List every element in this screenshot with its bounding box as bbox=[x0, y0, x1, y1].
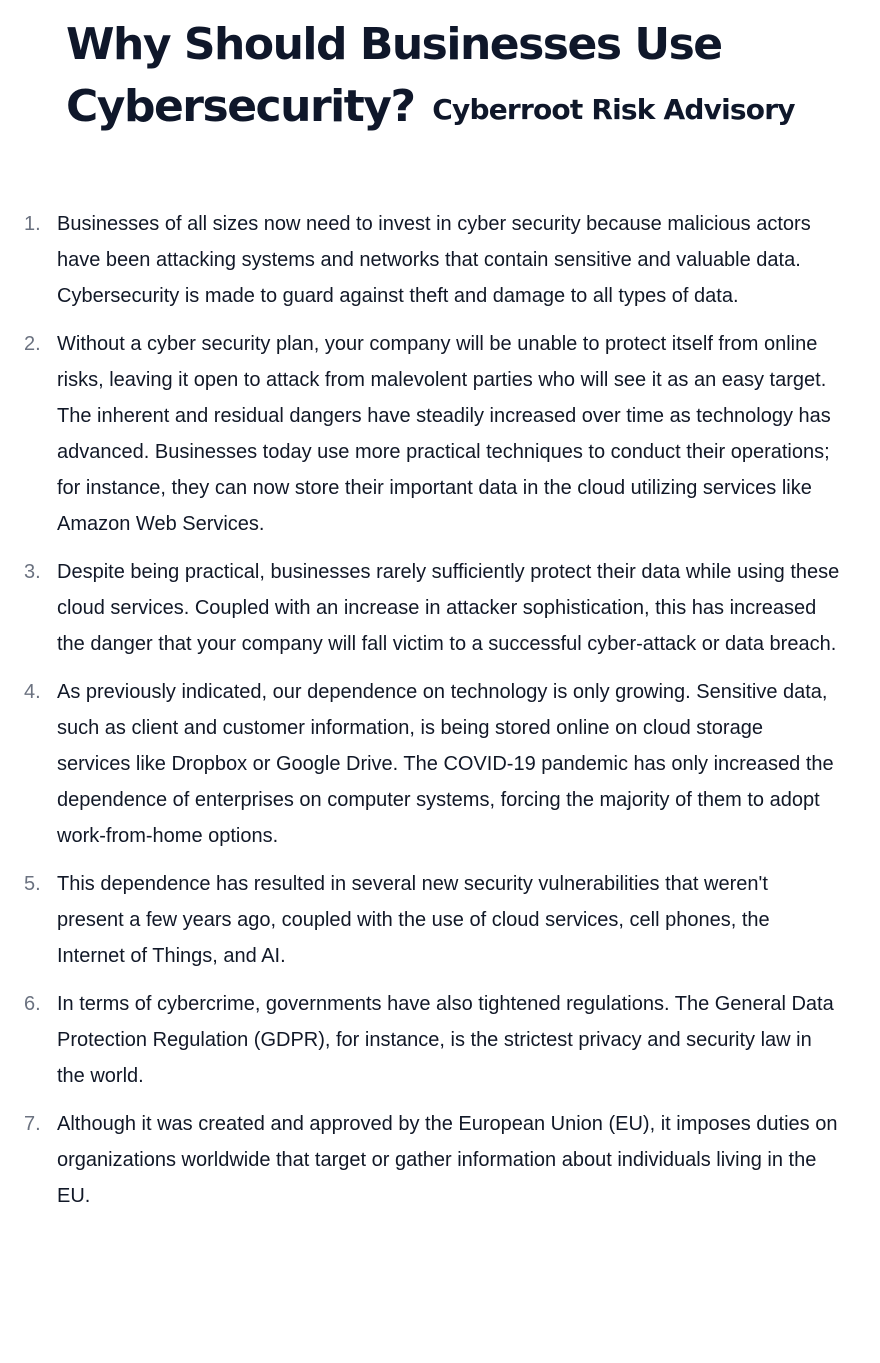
list-item-text: This dependence has resulted in several new security vulnerabilities that weren't present a few years ago, coupled with the use of cloud services, cell phones, the Internet of Things, and AI. bbox=[57, 873, 770, 967]
list-item-text: Businesses of all sizes now need to invest in cyber security because malicious actors have been attacking systems and networks that contain sensitive and valuable data. Cybersecurity is made to guard against theft and damage to all types of data. bbox=[57, 213, 811, 307]
list-item-number: 4. bbox=[24, 681, 41, 703]
list-item-number: 7. bbox=[24, 1113, 41, 1135]
list-item-number: 3. bbox=[24, 561, 41, 583]
page-title bbox=[66, 14, 846, 141]
list-item-number: 6. bbox=[24, 993, 41, 1015]
list-item bbox=[0, 206, 880, 314]
list-item-text: Without a cyber security plan, your company will be unable to protect itself from online risks, leaving it open to attack from malevolent parties who will see it as an easy target. The inherent and residual dangers have steadily increased over time as technology has advanced. Businesses today use more practical techniques to conduct their operations; for instance, they can now store their important data in the cloud utilizing services like Amazon Web Services. bbox=[57, 333, 831, 535]
page-title-text: Why Should Businesses Use Cybersecurity? bbox=[66, 19, 722, 132]
list-item bbox=[0, 674, 880, 854]
page-subtitle: Cyberroot Risk Advisory bbox=[432, 93, 795, 126]
list-item-number: 2. bbox=[24, 333, 41, 355]
list-item-text: As previously indicated, our dependence on technology is only growing. Sensitive data, such as client and customer information, is being stored online on cloud storage services like Dropbox or Google Drive. The COVID-19 pandemic has only increased the dependence of enterprises on computer systems, forcing the majority of them to adopt work-from-home options. bbox=[57, 681, 834, 847]
list-item bbox=[0, 1106, 880, 1214]
list-item-number: 1. bbox=[24, 213, 41, 235]
list-item-text: Despite being practical, businesses rarely sufficiently protect their data while using these cloud services. Coupled with an increase in attacker sophistication, this has increased the danger that your company will fall victim to a successful cyber-attack or data breach. bbox=[57, 561, 840, 655]
reasons-list bbox=[0, 206, 880, 1226]
list-item-text: In terms of cybercrime, governments have also tightened regulations. The General Data Protection Regulation (GDPR), for instance, is the strictest privacy and security law in the world. bbox=[57, 993, 834, 1087]
list-item bbox=[0, 866, 880, 974]
list-item bbox=[0, 554, 880, 662]
list-item-number: 5. bbox=[24, 873, 41, 895]
list-item-text: Although it was created and approved by the European Union (EU), it imposes duties on organizations worldwide that target or gather information about individuals living in the EU. bbox=[57, 1113, 838, 1207]
list-item bbox=[0, 986, 880, 1094]
list-item bbox=[0, 326, 880, 542]
